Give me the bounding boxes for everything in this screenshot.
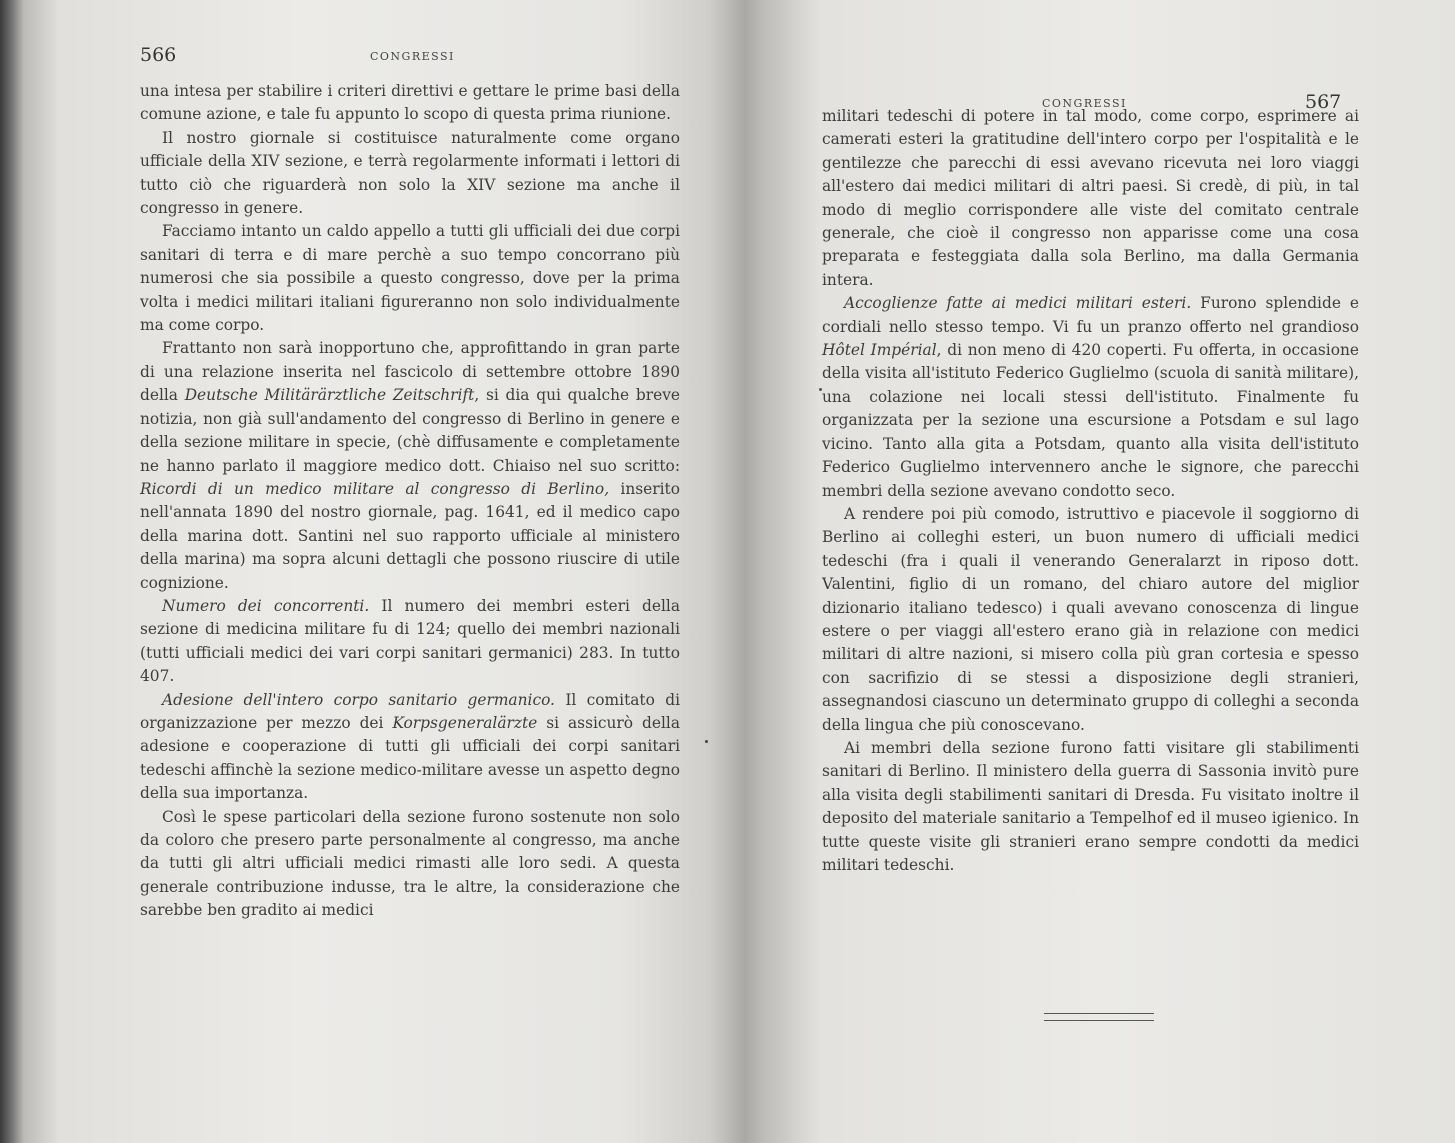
paragraph-text: Il comitato di organizzazione per mezzo dei [140,690,680,732]
paragraph [140,689,680,806]
page-body-text [140,80,680,923]
paragraph [822,105,1359,292]
paragraph-text: A rendere poi più comodo, istruttivo e piacevole il soggiorno di Berlino ai colleghi esteri, un buon numero di ufficiali medici tedeschi (fra i quali il venerando Generalarzt in riposo dott. Valentini, figlio di un romano, del chiaro autore del miglior dizionario italiano tedesco) i quali avevano conoscenza di lingue estere o per viaggi all'estero erano già in relazione con medici militari di altre nazioni, si misero colla più gran cortesia e spesso con sacrifizio di se stessi a disposizione degli stranieri, assegnandosi ciascuno un determinato gruppo di colleghi a seconda della lingua che più conoscevano. [822,504,1359,734]
paragraph-text: Frattanto non sarà inopportuno che, approfittando in gran parte di una relazione inserita nel fascicolo di settembre ottobre 1890 della [140,339,680,405]
paragraph [822,292,1359,503]
paragraph-text: Facciamo intanto un caldo appello a tutti gli ufficiali dei due corpi sanitari di terra e di mare perchè a suo tempo concorrano più numerosi che sia possibile a questo congresso, dove per la prima volta i medici militari italiani figureranno non solo individualmente ma come corpo. [140,222,680,335]
italic-heading-text: Adesione dell'intero corpo sanitario germanico. [162,690,555,709]
section-end-rule [1044,1013,1154,1021]
paragraph-text: Così le spese particolari della sezione furono sostenute non solo da coloro che presero parte personalmente al congresso, ma anche da tutti gli altri ufficiali medici rimasti alle loro sedi. A questa generale contribuzione indusse, tra le altre, la considerazione che sarebbe ben gradito ai medici [140,807,680,920]
italic-heading-text: Korpsgeneralärzte [392,713,538,732]
paragraph-text: militari tedeschi di potere in tal modo, come corpo, esprimere ai camerati esteri la gratitudine dell'intero corpo per l'ospitalità e le gentilezze che parecchi di essi avevano ricevuta nei loro viaggi all'estero dai medici militari di altri paesi. Si credè, di più, in tal modo di meglio corrispondere alle viste del comitato centrale generale, che cioè il congresso non apparisse come una cosa preparata e festeggiata dalla sola Berlino, ma dalla Germania intera. [822,107,1359,289]
paragraph-text: Il numero dei membri esteri della sezione di medicina militare fu di 124; quello dei membri nazionali (tutti ufficiali medici dei vari corpi sanitari germanici) 283. In tutto 407. [140,596,680,686]
paragraph-text: si assicurò della adesione e cooperazione di tutti gli ufficiali dei corpi sanitari tedeschi affinchè la sezione medico-militare avesse un aspetto degno della sua importanza. [140,713,681,803]
paragraph [822,737,1359,877]
italic-heading-text: Accoglienze fatte ai medici militari esteri. [844,294,1192,313]
paragraph [140,337,680,594]
page-body-text [822,105,1359,877]
right-page [822,0,1367,1143]
page-number: 567 [1305,91,1342,113]
paragraph [822,503,1359,737]
paragraph-text: inserito nell'annata 1890 del nostro giornale, pag. 1641, ed il medico capo della marina dott. Santini nel suo rapporto ufficiale al ministero della marina) ma sopra alcuni dettagli che possono riuscire di utile cognizione. [140,479,680,592]
page-number: 566 [140,44,177,66]
italic-heading-text: Hôtel Impérial [822,341,937,360]
paragraph-text: , si dia qui qualche breve notizia, non già sull'andamento del congresso di Berlino in genere e della sezione militare in specie, (chè diffusamente e completamente ne hanno parlato il maggiore medico dott. Chiaiso nel suo scritto: [140,386,681,475]
print-speck [819,388,822,391]
paragraph [140,806,680,923]
running-head: CONGRESSI [370,50,455,63]
paragraph [140,127,680,221]
paragraph [140,595,680,689]
running-head: CONGRESSI [1042,97,1127,110]
print-speck [705,740,708,743]
italic-heading-text: Deutsche Militärärztliche Zeitschrift [184,386,475,405]
paragraph-text: , di non meno di 420 coperti. Fu offerta, in occasione della visita all'istituto Federico Guglielmo (scuola di sanità militare), una colazione nei locali stessi dell'istituto. Finalmente fu organizzata per la sezione una escursione a Potsdam e sul lago vicino. Tanto alla gita a Potsdam, quanto alla visita dell'istituto Federico Guglielmo intervennero anche le signore, che parecchi membri della sezione avevano condotto seco. [822,341,1359,500]
left-page [140,0,695,1143]
paragraph [140,220,680,337]
italic-heading-text: Numero dei concorrenti. [162,596,370,615]
paragraph-text: Furono splendide e cordiali nello stesso tempo. Vi fu un pranzo offerto nel grandioso [822,294,1359,336]
paragraph [140,80,680,127]
paragraph-text: Il nostro giornale si costituisce naturalmente come organo ufficiale della XIV sezione, e terrà regolarmente informati i lettori di tutto ciò che riguarderà non solo la XIV sezione ma anche il congresso in genere. [140,128,680,218]
italic-heading-text: Ricordi di un medico militare al congresso di Berlino, [140,479,610,498]
paragraph-text: Ai membri della sezione furono fatti visitare gli stabilimenti sanitari di Berlino. Il ministero della guerra di Sassonia invitò pure alla visita degli stabilimenti sanitari di Dresda. Fu visitato inoltre il deposito del materiale sanitario a Tempelhof ed il museo igienico. In tutte queste visite gli stranieri erano sempre condotti da medici militari tedeschi. [822,738,1359,874]
paragraph-text: una intesa per stabilire i criteri direttivi e gettare le prime basi della comune azione, e tale fu appunto lo scopo di questa prima riunione. [140,82,680,124]
